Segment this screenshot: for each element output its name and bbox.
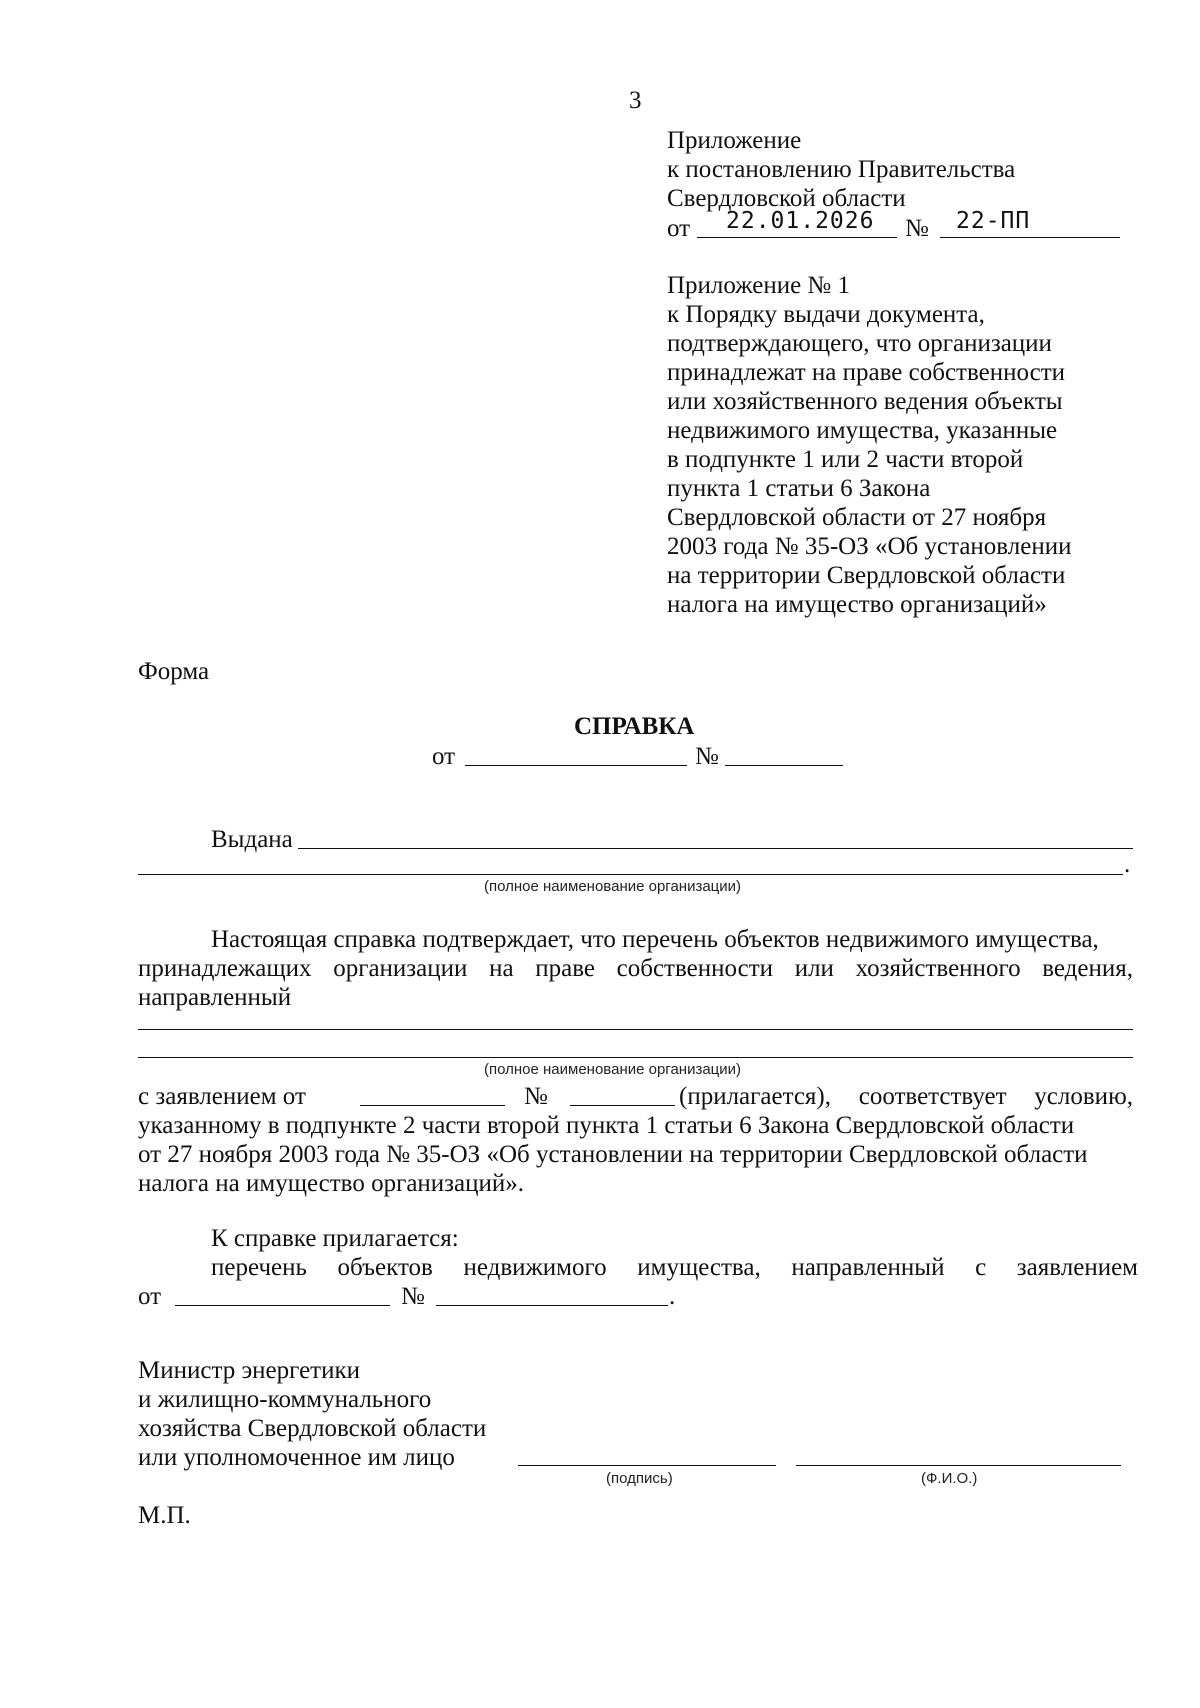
seal-label: М.П. [138,1502,191,1529]
para2-number-prefix: № [524,1083,548,1110]
para1-line1: Настоящая справка подтверждает, что перечень объектов недвижимого имущества, [211,926,1099,953]
header-date-value: 22.01.2026 [726,208,875,234]
header-number-line [940,237,1120,238]
header-line: Приложение [667,127,802,154]
issued-line-1 [298,848,1133,849]
header-date-prefix: от [667,215,691,242]
appendix-line: к Порядку выдачи документа, [667,301,985,328]
header-date-line [697,237,897,238]
issued-label: Выдана [211,826,293,853]
attachments-number-line [436,1305,668,1306]
signature-caption: (подпись) [606,1470,673,1487]
attachments-number-prefix: № [401,1283,425,1310]
org-name-caption-2: (полное наименование организации) [484,1061,742,1078]
attachments-end: . [669,1283,676,1310]
appendix-line: в подпункте 1 или 2 части второй [667,446,1024,473]
appendix-line: недвижимого имущества, указанные [667,417,1058,444]
attachments-label: К справке прилагается: [211,1225,459,1252]
title-date-line [465,765,687,766]
appendix-line: Приложение № 1 [667,272,851,299]
para1-blank-line-2 [138,1057,1133,1058]
signatory-line: Министр энергетики [138,1357,360,1384]
para1-line3: направленный [138,984,292,1011]
resolution-header [667,126,1015,213]
attachments-date-prefix: от [138,1283,162,1310]
para1-line2: принадлежащих организации на праве собственности или хозяйственного ведения, [138,955,1133,982]
para2-line1-tail-wrap [679,1082,1133,1111]
para2-line4: налога на имущество организаций». [138,1170,525,1197]
form-label: Форма [138,658,210,685]
signatory-block [138,1356,486,1472]
signatory-line: или уполномоченное им лицо [138,1444,455,1471]
attachments-line1-wrap [211,1253,1138,1282]
para2-line3: от 27 ноября 2003 года № 35-ОЗ «Об установлении на территории Свердловской области [138,1141,1088,1168]
para2-statement-from: с заявлением от [138,1083,306,1110]
signatory-line: хозяйства Свердловской области [138,1415,487,1442]
appendix-line: налога на имущество организаций» [667,591,1047,618]
appendix-line: принадлежат на праве собственности [667,359,1065,386]
appendix-line: 2003 года № 35-ОЗ «Об установлении [667,533,1072,560]
issued-line-2 [138,874,1123,875]
para1-blank-line-1 [138,1029,1133,1030]
header-number-prefix: № [905,215,929,242]
title-date-prefix: от [432,743,456,770]
appendix-line: на территории Свердловской области [667,562,1066,589]
page-number: 3 [629,87,642,114]
name-caption: (Ф.И.О.) [921,1470,978,1487]
attachments-line1: перечень объектов недвижимого имущества, направленный с заявлением [211,1254,1138,1281]
appendix-line: подтверждающего, что организации [667,330,1052,357]
appendix-line: пункта 1 статьи 6 Закона [667,475,931,502]
title-number-line [725,765,843,766]
signature-line [518,1465,776,1466]
title-number-prefix: № [695,743,719,770]
para2-line2: указанному в подпункте 2 части второй пункта 1 статьи 6 Закона Свердловской области [138,1112,1075,1139]
signatory-line: и жилищно-коммунального [138,1386,432,1413]
org-name-caption: (полное наименование организации) [484,878,742,895]
issued-end: . [1124,851,1131,878]
appendix-line: Свердловской области от 27 ноября [667,504,1047,531]
appendix-line: или хозяйственного ведения объекты [667,388,1063,415]
header-line: к постановлению Правительства [667,156,1016,183]
document-title: СПРАВКА [574,713,695,740]
header-line: Свердловской области [667,185,906,212]
para1-line2-wrap [138,954,1133,983]
name-line [796,1465,1121,1466]
para2-number-line [570,1105,675,1106]
para2-date-line [360,1105,505,1106]
para2-line1-tail: (прилагается), соответствует условию, [679,1083,1133,1110]
header-number-value: 22-ПП [956,208,1031,234]
appendix-block [667,271,1072,619]
attachments-date-line [175,1305,390,1306]
